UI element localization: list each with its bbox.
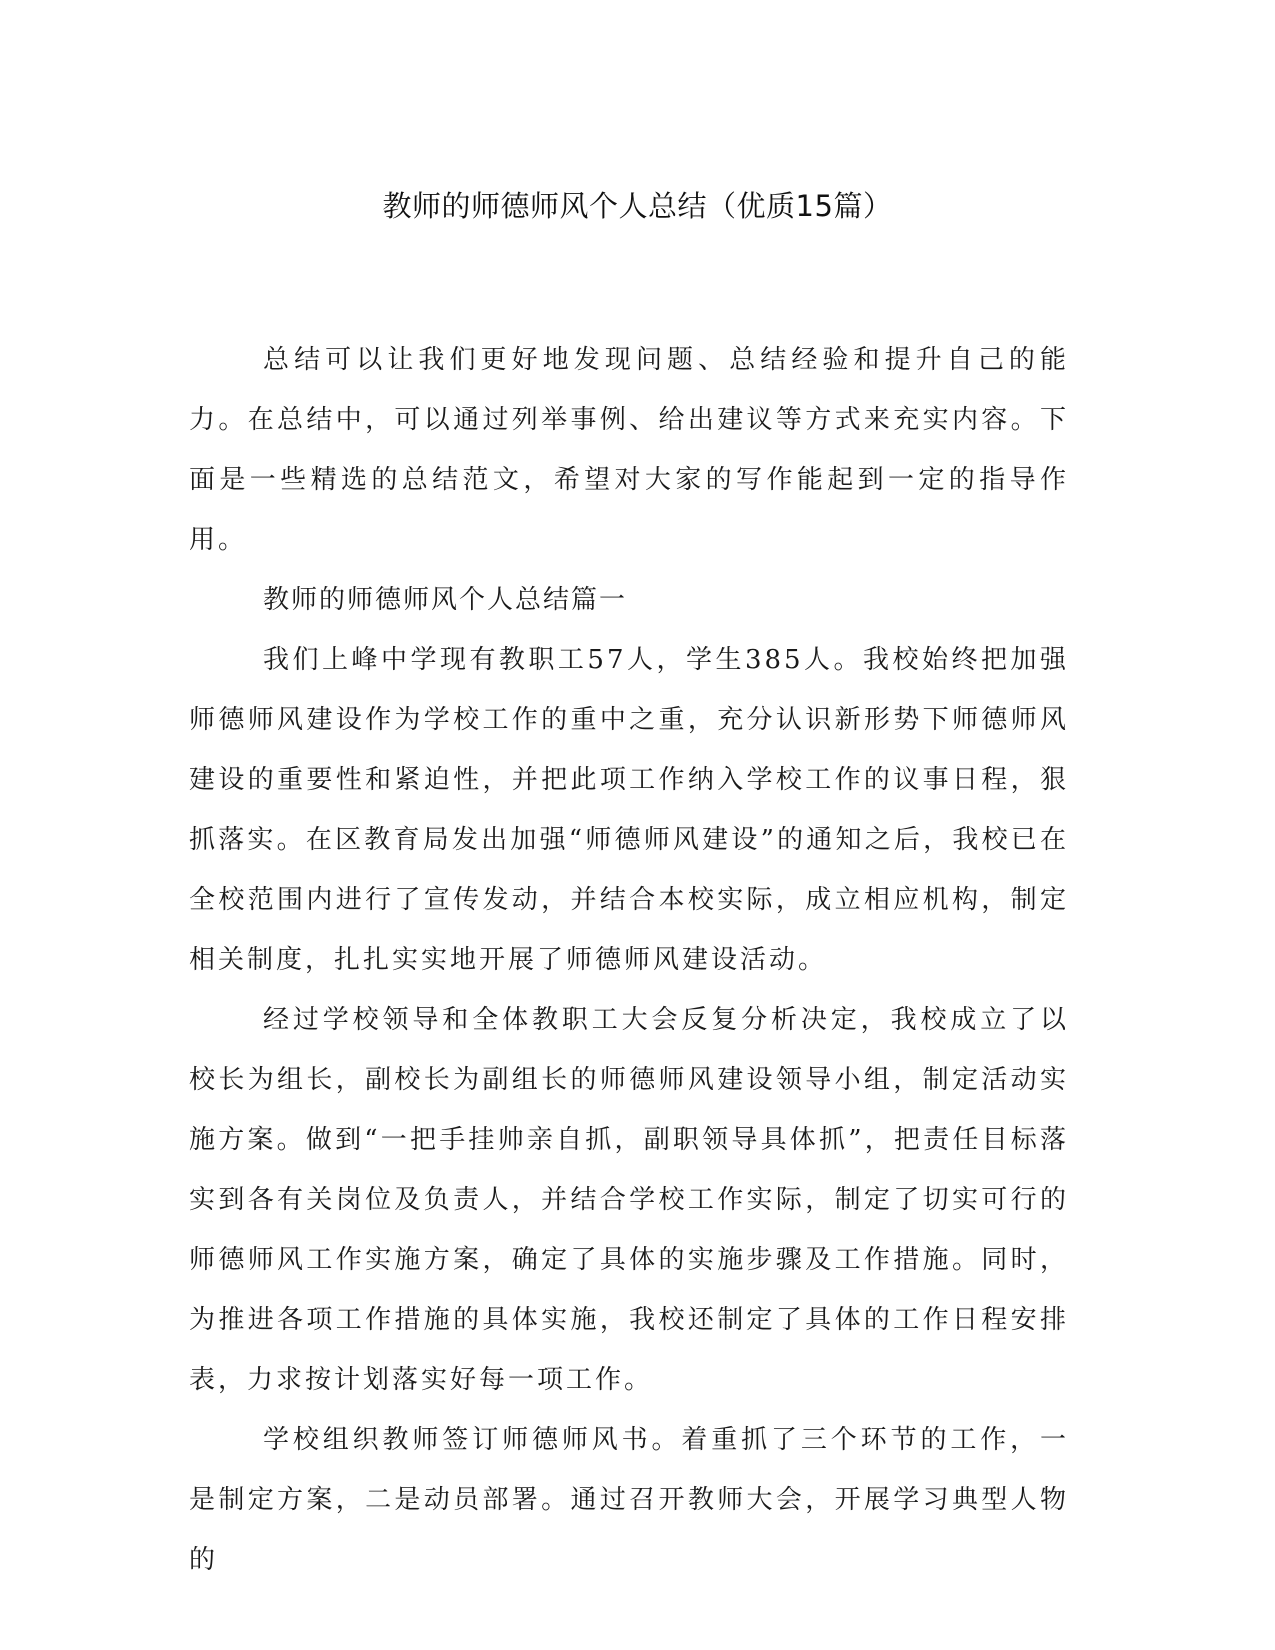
document-title: 教师的师德师风个人总结（优质15篇） [382, 189, 893, 223]
intro-paragraph: 总结可以让我们更好地发现问题、总结经验和提升自己的能力。在总结中，可以通过列举事例、给出建议等方式来充实内容。下面是一些精选的总结范文，希望对大家的写作能起到一定的指导作用。 [189, 345, 1069, 555]
body-paragraph-2: 经过学校领导和全体教职工大会反复分析决定，我校成立了以校长为组长，副校长为副组长的师德师风建设领导小组，制定活动实施方案。做到“一把手挂帅亲自抓，副职领导具体抓”，把责任目标落实到各有关岗位及负责人，并结合学校工作实际，制定了切实可行的师德师风工作实施方案，确定了具体的实施步骤及工作措施。同时，为推进各项工作措施的具体实施，我校还制定了具体的工作日程安排表，力求按计划落实好每一项工作。 [189, 1005, 1069, 1395]
section-heading: 教师的师德师风个人总结篇一 [263, 585, 628, 615]
body-paragraph-3: 学校组织教师签订师德师风书。着重抓了三个环节的工作，一是制定方案，二是动员部署。通过召开教师大会，开展学习典型人物的 [189, 1425, 1069, 1575]
body-paragraph-1: 我们上峰中学现有教职工57人，学生385人。我校始终把加强师德师风建设作为学校工作的重中之重，充分认识新形势下师德师风建设的重要性和紧迫性，并把此项工作纳入学校工作的议事日程，狠抓落实。在区教育局发出加强“师德师风建设”的通知之后，我校已在全校范围内进行了宣传发动，并结合本校实际，成立相应机构，制定相关制度，扎扎实实地开展了师德师风建设活动。 [189, 645, 1069, 975]
document-body [189, 330, 1069, 1590]
